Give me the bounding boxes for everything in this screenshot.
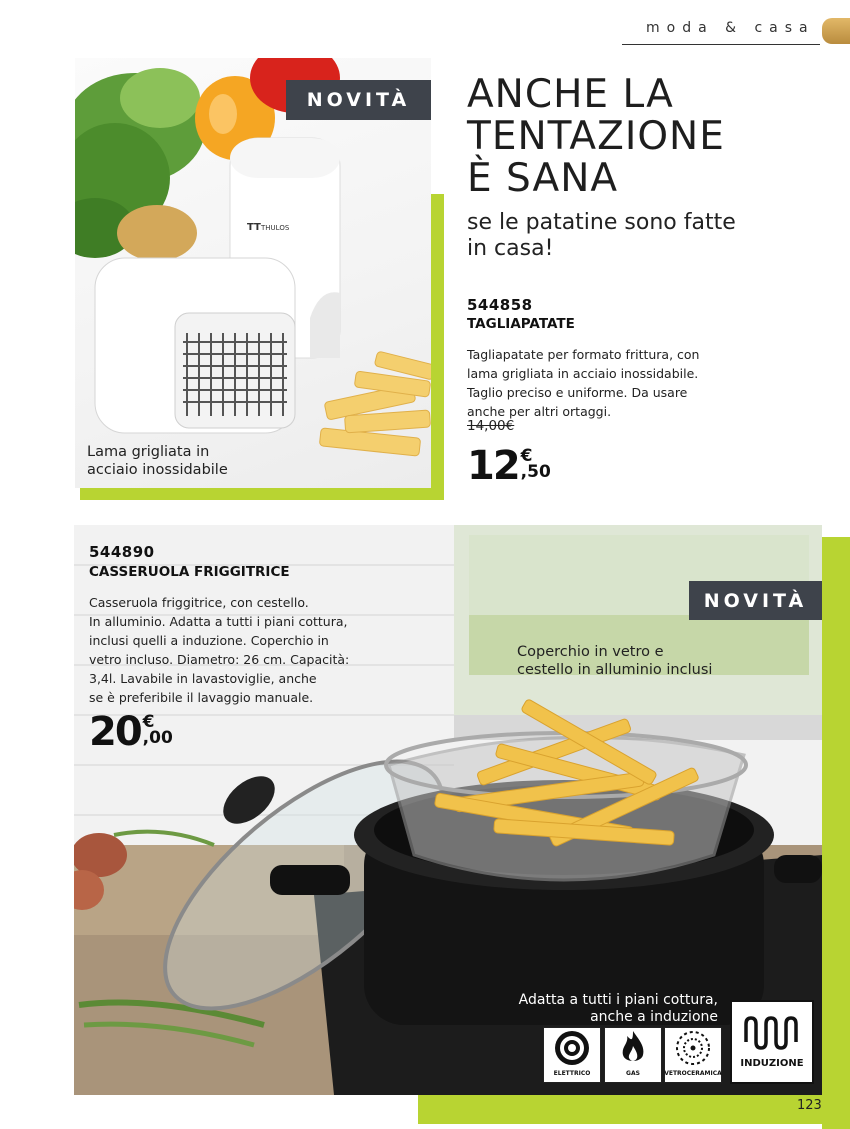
section-title: moda & casa [646,20,815,36]
cooktop-caption [500,992,718,1026]
price-fraction [143,714,173,746]
product-name: TAGLIAPATATE [467,316,575,332]
ceramic-hob-icon [664,1027,722,1083]
description-line: Tagliapatate per formato frittura, con [467,347,700,362]
potato-cutter-illustration [75,58,431,488]
description-line: vetro incluso. Diametro: 26 cm. Capacità: [89,652,350,667]
lid-caption [517,643,712,679]
price-fraction [521,448,551,480]
currency-symbol: € [142,712,155,732]
product-name: CASSERUOLA FRIGGITRICE [89,564,290,580]
headline-line: TENTAZIONE [467,114,725,159]
price [467,443,551,489]
icon-label: ELETTRICO [553,1070,591,1077]
subheadline [467,210,767,262]
product-description [467,345,747,421]
description-line: inclusi quelli a induzione. Coperchio in [89,633,329,648]
product-code: 544890 [89,543,155,561]
description-line: se è preferibile il lavaggio manuale. [89,690,314,705]
electric-plate-icon [543,1027,601,1083]
caption-line: Lama grigliata in [87,444,210,460]
price [89,709,173,755]
price-integer: 20 [89,709,141,755]
icon-label: VETROCERAMICA [664,1070,722,1077]
caption-line: anche a induzione [590,1009,718,1025]
description-line: anche per altri ortaggi. [467,404,612,419]
description-line: In alluminio. Adatta a tutti i piani cottura, [89,614,348,629]
page-number: 123 [797,1098,822,1113]
caption-line: acciaio inossidabile [87,462,228,478]
induction-coil-icon [730,1000,814,1084]
subheadline-line: in casa! [467,236,554,261]
new-badge: NOVITÀ [286,80,431,120]
caption-line: Adatta a tutti i piani cottura, [518,992,718,1008]
section-tab [822,18,850,44]
description-line: 3,4l. Lavabile in lavastoviglie, anche [89,671,317,686]
product-photo-tagliapatate [75,58,431,488]
new-badge: NOVITÀ [689,581,822,620]
product-code: 544858 [467,296,533,314]
price-integer: 12 [467,443,519,489]
header-divider [622,44,820,45]
svg-text:THULOS: THULOS [261,224,290,232]
green-accent-strip [822,537,850,1129]
blade-caption [87,443,228,479]
icon-label: GAS [626,1070,640,1077]
price-decimals: ,00 [142,728,173,748]
caption-line: Coperchio in vetro e [517,644,664,660]
currency-symbol: € [520,446,533,466]
gas-flame-icon [604,1027,662,1083]
product-description [89,593,379,707]
price-decimals: ,50 [520,462,551,482]
headline-line: È SANA [467,156,619,201]
old-price: 14,00€ [467,418,515,434]
caption-line: cestello in alluminio inclusi [517,662,713,678]
green-accent-bar [418,1095,850,1124]
description-line: Casseruola friggitrice, con cestello. [89,595,309,610]
subheadline-line: se le patatine sono fatte [467,210,736,235]
description-line: Taglio preciso e uniforme. Da usare [467,385,688,400]
brand-logo: TT [247,222,261,233]
headline-line: ANCHE LA [467,72,674,117]
headline [467,74,725,200]
icon-label: INDUZIONE [740,1058,804,1069]
description-line: lama grigliata in acciaio inossidabile. [467,366,699,381]
